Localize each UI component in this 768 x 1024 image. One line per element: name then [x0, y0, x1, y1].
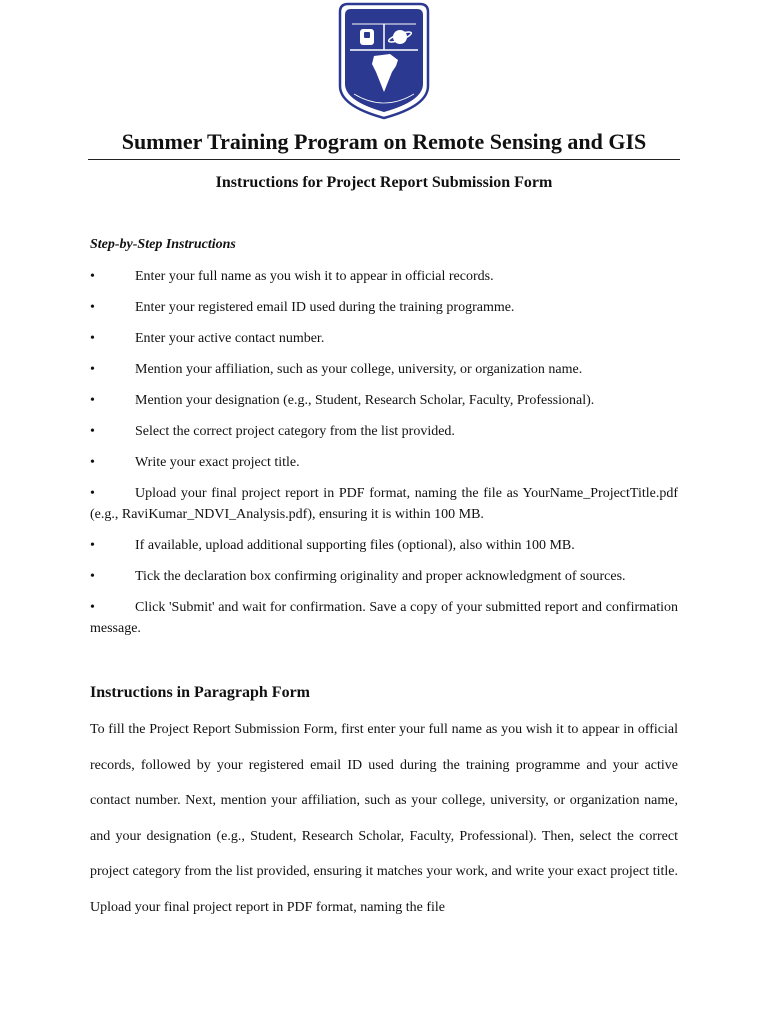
step-text: Upload your final project report in PDF format, naming the file as YourName_ProjectTitle.pdf (e.g., RaviKumar_NDVI_Analysis.pdf), ensuring it is within 100 MB. — [90, 486, 678, 522]
step-item — [90, 328, 678, 349]
steps-heading: Step-by-Step Instructions — [90, 237, 236, 252]
paragraph-text: To fill the Project Report Submission Form, first enter your full name as you wish it to appear in official records, followed by your registered email ID used during the training programme and your active contact number. Next, mention your affiliation, such as your college, university, or organization name, and your designation (e.g., Student, Research Scholar, Faculty, Professional). Then, select the correct project category from the list provided, ensuring it matches your work, and write your exact project title. Upload your final project report in PDF format, naming the file — [90, 722, 678, 915]
bullet: • — [90, 486, 95, 501]
step-text: Enter your full name as you wish it to appear in official records. — [135, 269, 494, 284]
bullet: • — [90, 600, 95, 615]
step-text: Mention your designation (e.g., Student, Research Scholar, Faculty, Professional). — [135, 393, 595, 408]
bullet: • — [90, 569, 95, 584]
step-text: Enter your active contact number. — [135, 331, 325, 346]
step-text: Tick the declaration box confirming originality and proper acknowledgment of sources. — [135, 569, 626, 584]
bullet: • — [90, 455, 95, 470]
step-text: Click 'Submit' and wait for confirmation. Save a copy of your submitted report and confirmation message. — [90, 600, 678, 636]
bullet: • — [90, 393, 95, 408]
step-item — [90, 266, 678, 287]
bullet: • — [90, 362, 95, 377]
paragraph-heading: Instructions in Paragraph Form — [90, 684, 310, 701]
step-text: Enter your registered email ID used during the training programme. — [135, 300, 515, 315]
title-divider — [88, 159, 680, 160]
step-item — [90, 390, 678, 411]
step-item — [90, 297, 678, 318]
bullet: • — [90, 538, 95, 553]
step-item — [90, 452, 678, 473]
step-text: Select the correct project category from the list provided. — [135, 424, 455, 439]
step-item — [90, 535, 678, 556]
bullet: • — [90, 269, 95, 284]
step-item — [90, 597, 678, 639]
document-title: Summer Training Program on Remote Sensing and GIS — [121, 129, 647, 154]
logo-emblem-icon — [338, 2, 430, 120]
step-text: Mention your affiliation, such as your college, university, or organization name. — [135, 362, 583, 377]
step-text: If available, upload additional supporting files (optional), also within 100 MB. — [135, 538, 575, 553]
document-subtitle: Instructions for Project Report Submission Form — [215, 174, 553, 191]
bullet: • — [90, 300, 95, 315]
bullet: • — [90, 424, 95, 439]
step-item — [90, 483, 678, 525]
step-item — [90, 566, 678, 587]
step-item — [90, 359, 678, 380]
step-text: Write your exact project title. — [135, 455, 300, 470]
india-space-academy-logo — [338, 2, 430, 120]
step-item — [90, 421, 678, 442]
bullet: • — [90, 331, 95, 346]
steps-list — [90, 266, 678, 649]
